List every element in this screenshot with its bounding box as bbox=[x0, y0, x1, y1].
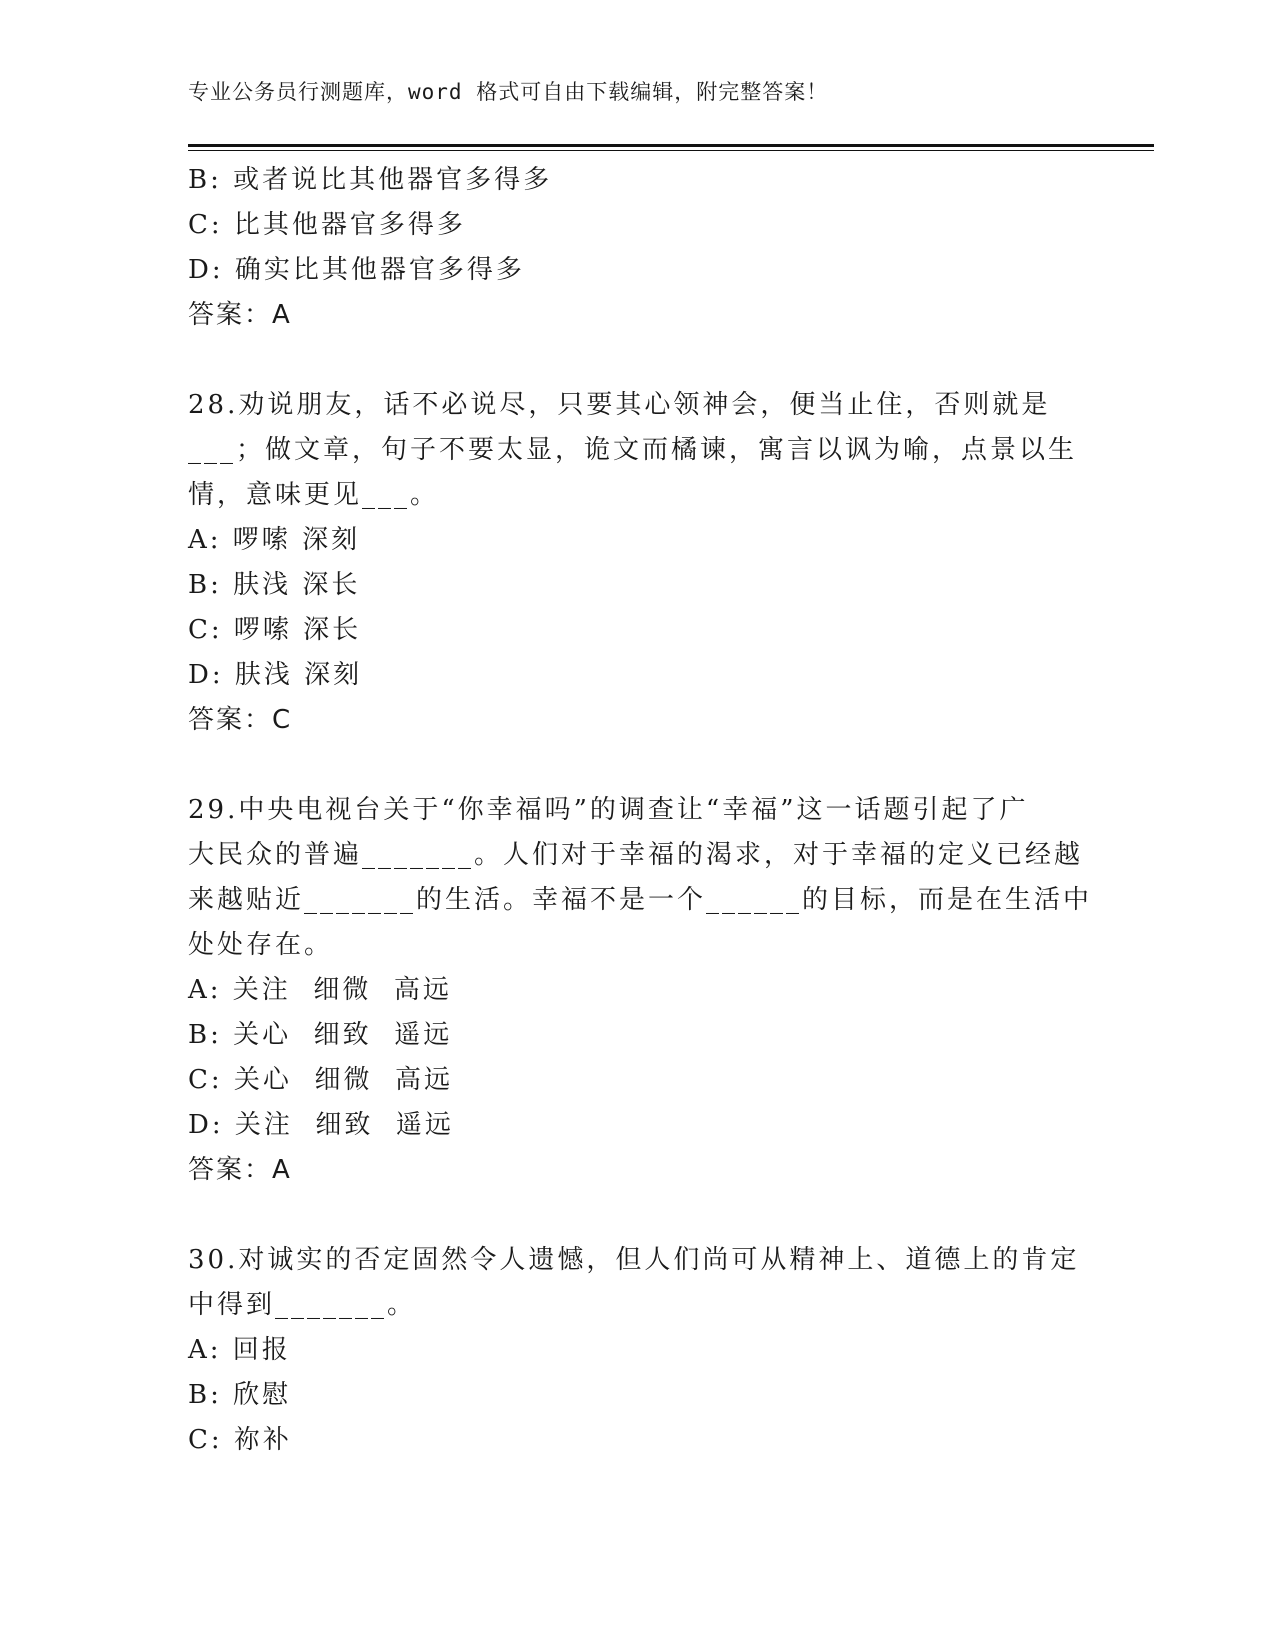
question-text-line: 28.劝说朋友，话不必说尽，只要其心领神会，便当止住，否则就是 bbox=[188, 390, 1051, 420]
option-b: B: 欣慰 bbox=[188, 1380, 292, 1410]
question-29 bbox=[188, 788, 1093, 1193]
question-text-line: 来越贴近_______的生活。幸福不是一个______的目标，而是在生活中 bbox=[188, 885, 1093, 915]
answer-line: 答案：A bbox=[188, 300, 292, 330]
option-b: B: 或者说比其他器官多得多 bbox=[188, 165, 553, 195]
page-header: 专业公务员行测题库，word 格式可自由下载编辑，附完整答案！ bbox=[188, 80, 829, 104]
question-text-line: 情，意味更见___。 bbox=[188, 480, 440, 510]
question-27-tail bbox=[188, 158, 1088, 338]
option-b: B: 肤浅 深长 bbox=[188, 570, 361, 600]
question-30 bbox=[188, 1238, 1088, 1463]
option-c: C: 啰嗦 深长 bbox=[188, 615, 362, 645]
answer-line: 答案：A bbox=[188, 1155, 292, 1185]
option-a: A: 啰嗦 深刻 bbox=[188, 525, 361, 555]
question-28 bbox=[188, 383, 1088, 743]
option-d: D: 肤浅 深刻 bbox=[188, 660, 363, 690]
question-content bbox=[188, 158, 1093, 1463]
question-text-line: 30.对诚实的否定固然令人遗憾，但人们尚可从精神上、道德上的肯定 bbox=[188, 1245, 1080, 1275]
question-text-line: 大民众的普遍_______。人们对于幸福的渴求，对于幸福的定义已经越 bbox=[188, 840, 1084, 870]
option-c: C: 比其他器官多得多 bbox=[188, 210, 466, 240]
header-rule-thick bbox=[188, 144, 1154, 147]
spacer bbox=[188, 743, 1088, 788]
answer-line: 答案：C bbox=[188, 705, 293, 735]
option-d: D: 关注 细致 遥远 bbox=[188, 1110, 454, 1140]
option-a: A: 回报 bbox=[188, 1335, 291, 1365]
question-text-line: 中得到_______。 bbox=[188, 1290, 417, 1320]
option-a: A: 关注 细微 高远 bbox=[188, 975, 452, 1005]
option-c: C: 关心 细微 高远 bbox=[188, 1065, 453, 1095]
question-text-line: ___；做文章，句子不要太显，诡文而橘谏，寓言以讽为喻，点景以生 bbox=[188, 435, 1078, 465]
question-text-line: 29.中央电视台关于“你幸福吗”的调查让“幸福”这一话题引起了广 bbox=[188, 795, 1029, 825]
spacer bbox=[188, 338, 1088, 383]
option-b: B: 关心 细致 遥远 bbox=[188, 1020, 453, 1050]
spacer bbox=[188, 1193, 1088, 1238]
option-c: C: 祢补 bbox=[188, 1425, 292, 1455]
question-text-line: 处处存在。 bbox=[188, 930, 334, 960]
option-d: D: 确实比其他器官多得多 bbox=[188, 255, 525, 285]
header-rule-thin bbox=[188, 150, 1154, 151]
